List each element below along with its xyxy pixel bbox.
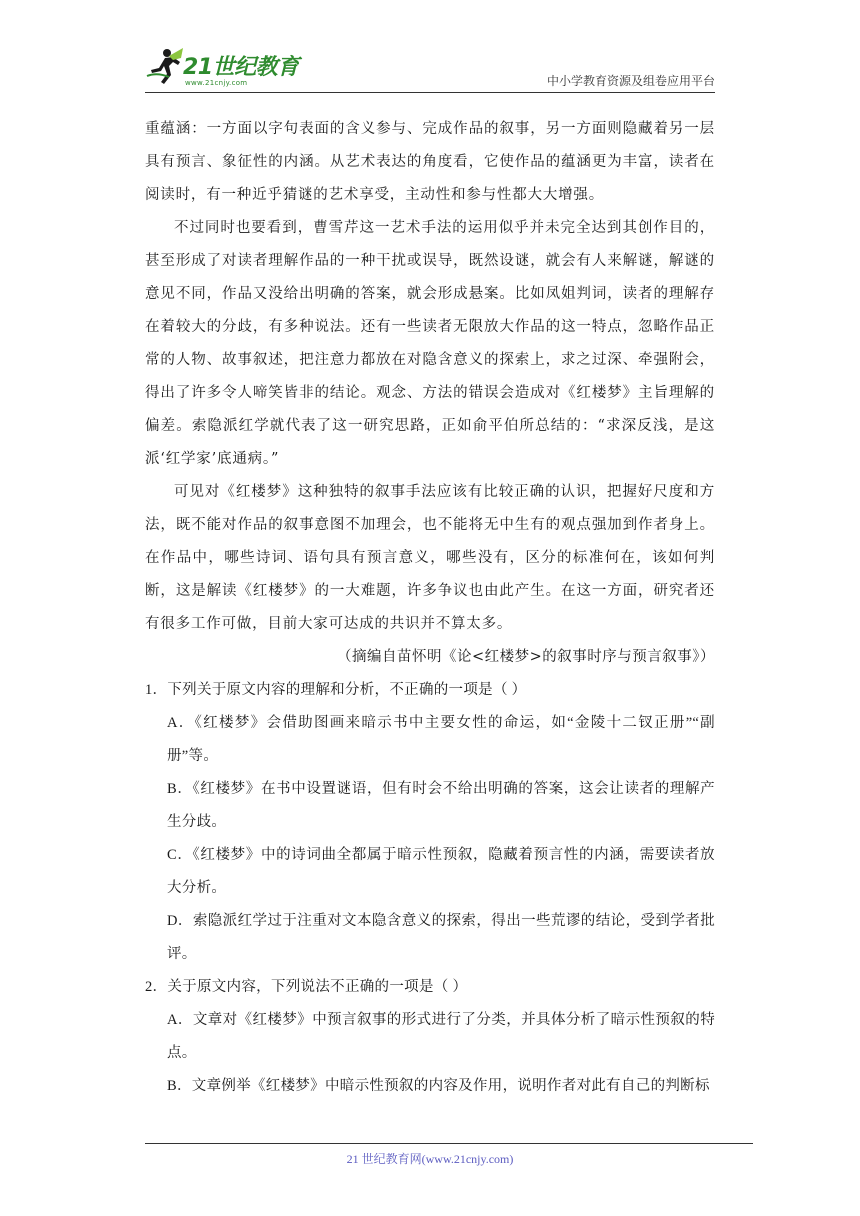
passage-source: （摘编自苗怀明《论<红楼梦>的叙事时序与预言叙事》） xyxy=(336,649,715,665)
page-footer[interactable]: 21 世纪教育网(www.21cnjy.com) xyxy=(346,1152,514,1166)
option-a: A．《红楼梦》会借助图画来暗示书中主要女性的命运，如“金陵十二钗正册”“副册”等。 xyxy=(167,715,715,764)
page-header xyxy=(145,40,715,94)
option-c: C．《红楼梦》中的诗词曲全都属于暗示性预叙，隐藏着预言性的内涵，需要读者放大分析。 xyxy=(167,847,715,896)
option-b: B．文章例举《红楼梦》中暗示性预叙的内容及作用，说明作者对此有自己的判断标 xyxy=(167,1078,710,1094)
logo-text: 21世纪教育 xyxy=(183,55,299,80)
passage-paragraph-3: 可见对《红楼梦》这种独特的叙事手法应该有比较正确的认识，把握好尺度和方法，既不能对作品的叙事意图不加理会，也不能将无中生有的观点强加到作者身上。在作品中，哪些诗词、语句具有预言意义，哪些没有，区分的标准何在，该如何判断，这是解读《红楼梦》的一大难题，许多争议也由此产生。在这一方面，研究者还有很多工作可做，目前大家可达成的共识并不算太多。 xyxy=(145,484,715,632)
header-divider xyxy=(145,92,715,93)
option-a: A．文章对《红楼梦》中预言叙事的形式进行了分类，并具体分析了暗示性预叙的特点。 xyxy=(167,1012,715,1061)
question-2 xyxy=(145,971,715,1103)
option-b: B．《红楼梦》在书中设置谜语，但有时会不给出明确的答案，这会让读者的理解产生分歧。 xyxy=(167,781,715,830)
passage-paragraph-1: 重蕴涵：一方面以字句表面的含义参与、完成作品的叙事，另一方面则隐藏着另一层具有预言、象征性的内涵。从艺术表达的角度看，它使作品的蕴涵更为丰富，读者在阅读时，有一种近乎猜谜的艺术享受，主动性和参与性都大大增强。 xyxy=(145,121,715,203)
logo-url: www.21cnjy.com xyxy=(185,79,248,87)
question-stem: 2．关于原文内容，下列说法不正确的一项是（ ） xyxy=(145,979,468,995)
question-1 xyxy=(145,674,715,971)
question-stem: 1．下列关于原文内容的理解和分析，不正确的一项是（ ） xyxy=(145,682,527,698)
logo xyxy=(145,46,315,86)
footer-divider xyxy=(145,1143,753,1144)
runner-logo-icon xyxy=(145,46,185,86)
platform-name: 中小学教育资源及组卷应用平台 xyxy=(546,74,715,88)
passage-paragraph-2: 不过同时也要看到，曹雪芹这一艺术手法的运用似乎并未完全达到其创作目的，甚至形成了对读者理解作品的一种干扰或误导，既然设谜，就会有人来解谜，解谜的意见不同，作品又没给出明确的答案，就会形成悬案。比如凤姐判词，读者的理解存在着较大的分歧，有多种说法。还有一些读者无限放大作品的这一特点，忽略作品正常的人物、故事叙述，把注意力都放在对隐含意义的探索上，求之过深、牵强附会，得出了许多令人啼笑皆非的结论。观念、方法的错误会造成对《红楼梦》主旨理解的偏差。索隐派红学就代表了这一研究思路，正如俞平伯所总结的：“求深反浅，是这派‘红学家’底通病。” xyxy=(145,220,715,467)
document-body xyxy=(145,113,715,1103)
option-d: D．索隐派红学过于注重对文本隐含意义的探索，得出一些荒谬的结论，受到学者批评。 xyxy=(167,913,715,962)
